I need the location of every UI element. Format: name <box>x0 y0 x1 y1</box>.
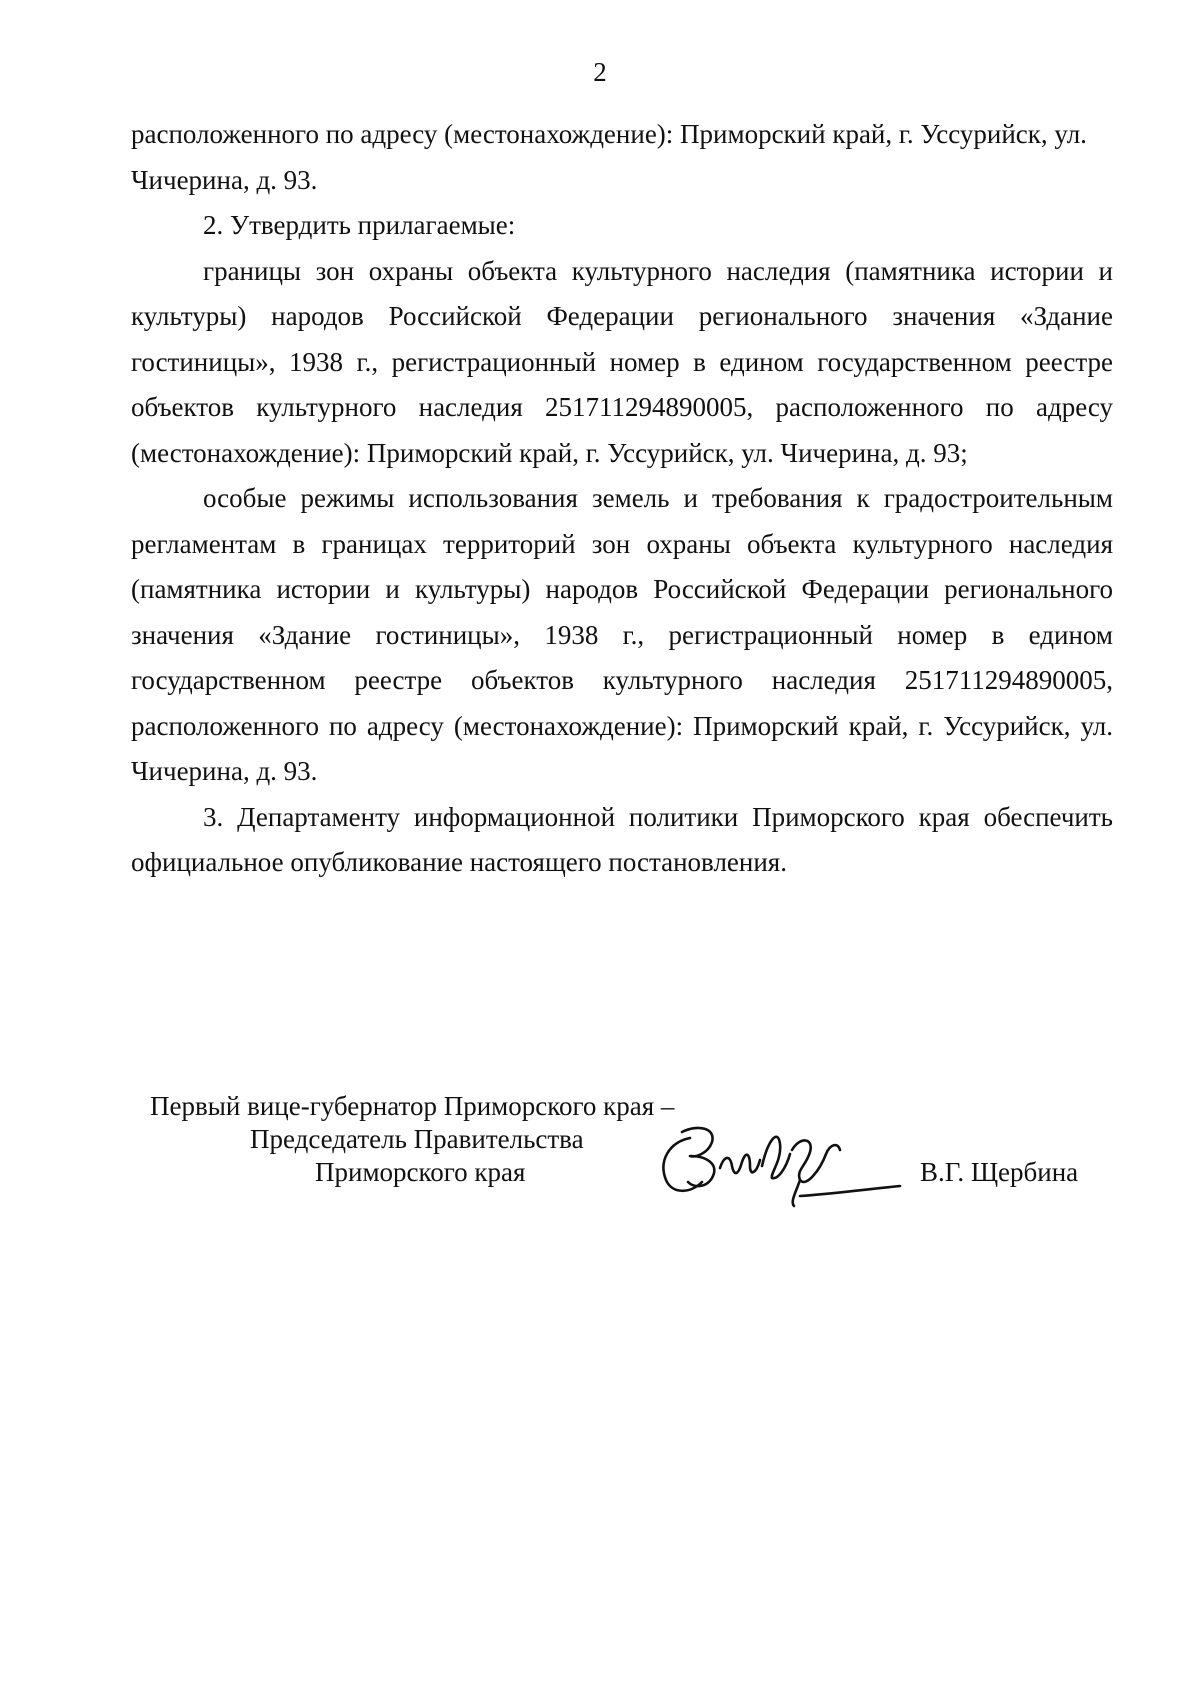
signer-position-line-3: Приморского края <box>315 1157 526 1187</box>
signer-name: В.Г. Щербина <box>920 1157 1079 1187</box>
document-body <box>131 112 1113 886</box>
paragraph-item-3: 3. Департаменту информационной политики Приморского края обеспечить официальное опубликование настоящего постановления. <box>131 801 1113 877</box>
paragraph-item-2: 2. Утвердить прилагаемые: <box>203 210 516 240</box>
signer-position-line-2: Председатель Правительства <box>250 1124 584 1154</box>
paragraph-address-continuation: расположенного по адресу (местонахождение): Приморский край, г. Уссурийск, ул. Чичерина, д. 93. <box>131 119 1087 195</box>
signer-position-line-1: Первый вице-губернатор Приморского края – <box>150 1091 675 1121</box>
page-number: 2 <box>593 57 607 87</box>
paragraph-zone-boundaries: границы зон охраны объекта культурного наследия (памятника истории и культуры) народов Российской Федерации регионального значения «Здание гостиницы», 1938 г., регистрационный номер в едином государственном реестре объектов культурного наследия 251711294890005, расположенного по адресу (местонахождение): Приморский край, г. Уссурийск, ул. Чичерина, д. 93; <box>131 255 1113 468</box>
handwritten-signature <box>650 1110 910 1210</box>
signature-block <box>150 1090 1150 1210</box>
paragraph-special-regimes: особые режимы использования земель и требования к градостроительным регламентам в границах территорий зон охраны объекта культурного наследия (памятника истории и культуры) народов Российской Федерации регионального значения «Здание гостиницы», 1938 г., регистрационный номер в едином государственном реестре объектов культурного наследия 251711294890005, расположенного по адресу (местонахождение): Приморский край, г. Уссурийск, ул. Чичерина, д. 93. <box>131 483 1113 786</box>
